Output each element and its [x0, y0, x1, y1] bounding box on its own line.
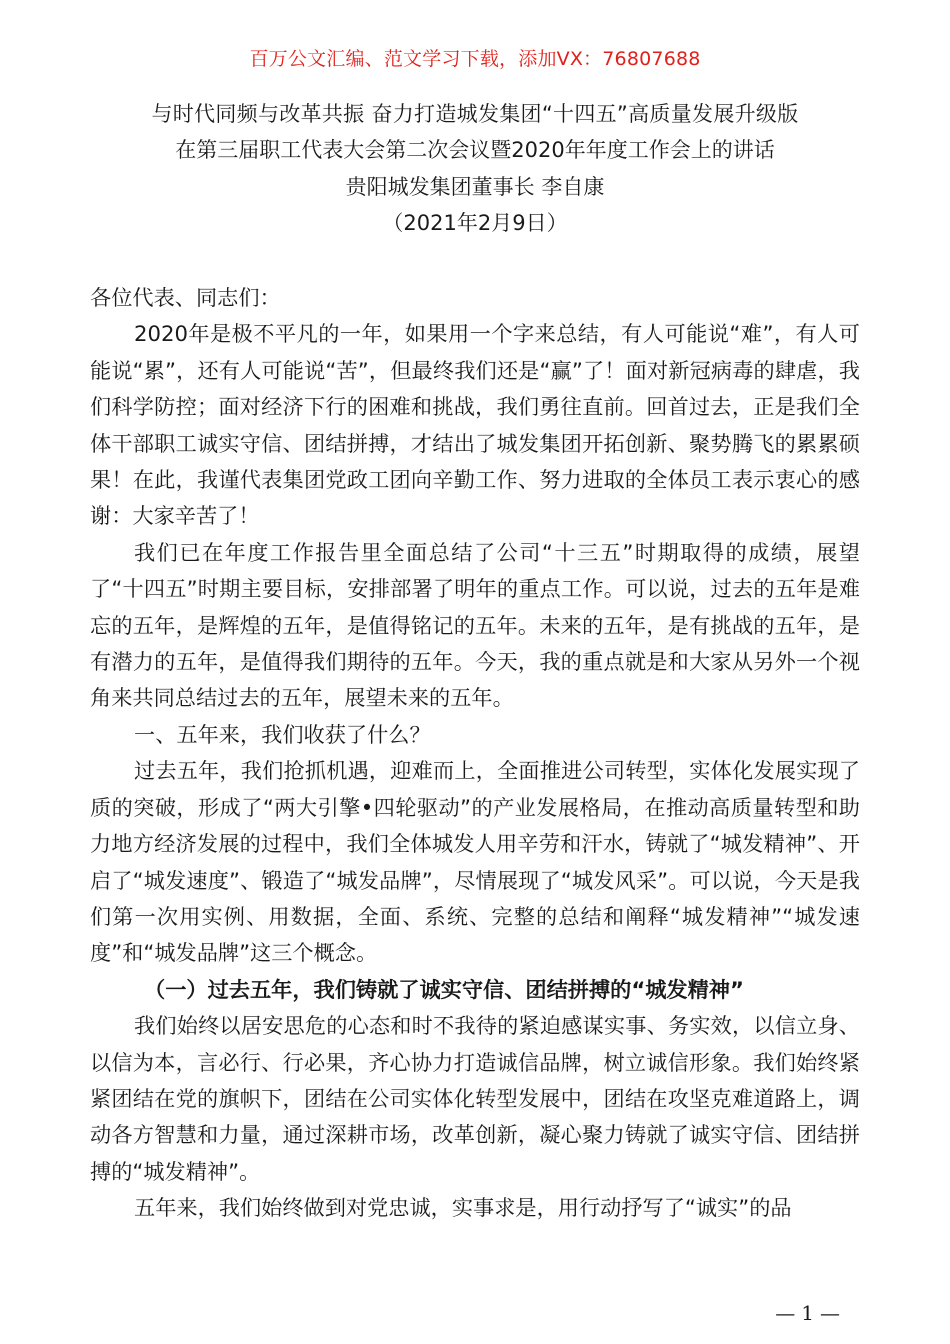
- paragraph: 我们已在年度工作报告里全面总结了公司“十三五”时期取得的成绩，展望了“十四五”时期主要目标，安排部署了明年的重点工作。可以说，过去的五年是难忘的五年，是辉煌的五年，是值得铭记的五年。未来的五年，是有挑战的五年，是有潜力的五年，是值得我们期待的五年。今天，我的重点就是和大家从另外一个视角来共同总结过去的五年，展望未来的五年。: [90, 539, 860, 711]
- speech-date: （2021年2月9日）: [382, 211, 568, 236]
- page-number: —1—: [775, 1301, 846, 1325]
- speaker-line: 贵阳城发集团董事长 李自康: [345, 174, 605, 199]
- document-title: 与时代同频与改革共振 奋力打造城发集团“十四五”高质量发展升级版: [151, 102, 799, 126]
- subsection-heading: （一）过去五年，我们铸就了诚实守信、团结拼搏的“城发精神”: [144, 976, 744, 1002]
- paragraph: 五年来，我们始终做到对党忠诚，实事求是，用行动抒写了“诚实”的品: [134, 1195, 792, 1221]
- salutation: 各位代表、同志们：: [90, 285, 281, 310]
- document-body: [90, 280, 860, 1227]
- section-heading: 一、五年来，我们收获了什么？: [134, 721, 431, 747]
- document-header: [0, 96, 950, 242]
- paragraph: 过去五年，我们抢抓机遇，迎难而上，全面推进公司转型，实体化发展实现了质的突破，形成了“两大引擎•四轮驱动”的产业发展格局，在推动高质量转型和助力地方经济发展的过程中，我们全体城发人用辛劳和汗水，铸就了“城发精神”、开启了“城发速度”、锻造了“城发品牌”，尽情展现了“城发风采”。可以说，今天是我们第一次用实例、用数据，全面、系统、完整的总结和阐释“城发精神”“城发速度”和“城发品牌”这三个概念。: [90, 758, 860, 966]
- paragraph: 我们始终以居安思危的心态和时不我待的紧迫感谋实事、务实效，以信立身、以信为本，言必行、行必果，齐心协力打造诚信品牌，树立诚信形象。我们始终紧紧团结在党的旗帜下，团结在公司实体化转型发展中，团结在攻坚克难道路上，调动各方智慧和力量，通过深耕市场，改革创新，凝心聚力铸就了诚实守信、团结拼搏的“城发精神”。: [90, 1013, 860, 1184]
- paragraph: 2020年是极不平凡的一年，如果用一个字来总结，有人可能说“难”，有人可能说“累”，还有人可能说“苦”，但最终我们还是“赢”了！面对新冠病毒的肆虐，我们科学防控；面对经济下行的困难和挑战，我们勇往直前。回首过去，正是我们全体干部职工诚实守信、团结拼搏，才结出了城发集团开拓创新、聚势腾飞的累累硕果！在此，我谨代表集团党政工团向辛勤工作、努力进取的全体员工表示衷心的感谢：大家辛苦了！: [90, 321, 860, 529]
- document-subtitle: 在第三届职工代表大会第二次会议暨2020年年度工作会上的讲话: [175, 138, 775, 163]
- watermark-banner: 百万公文汇编、范文学习下载，添加VX：76807688: [249, 48, 701, 70]
